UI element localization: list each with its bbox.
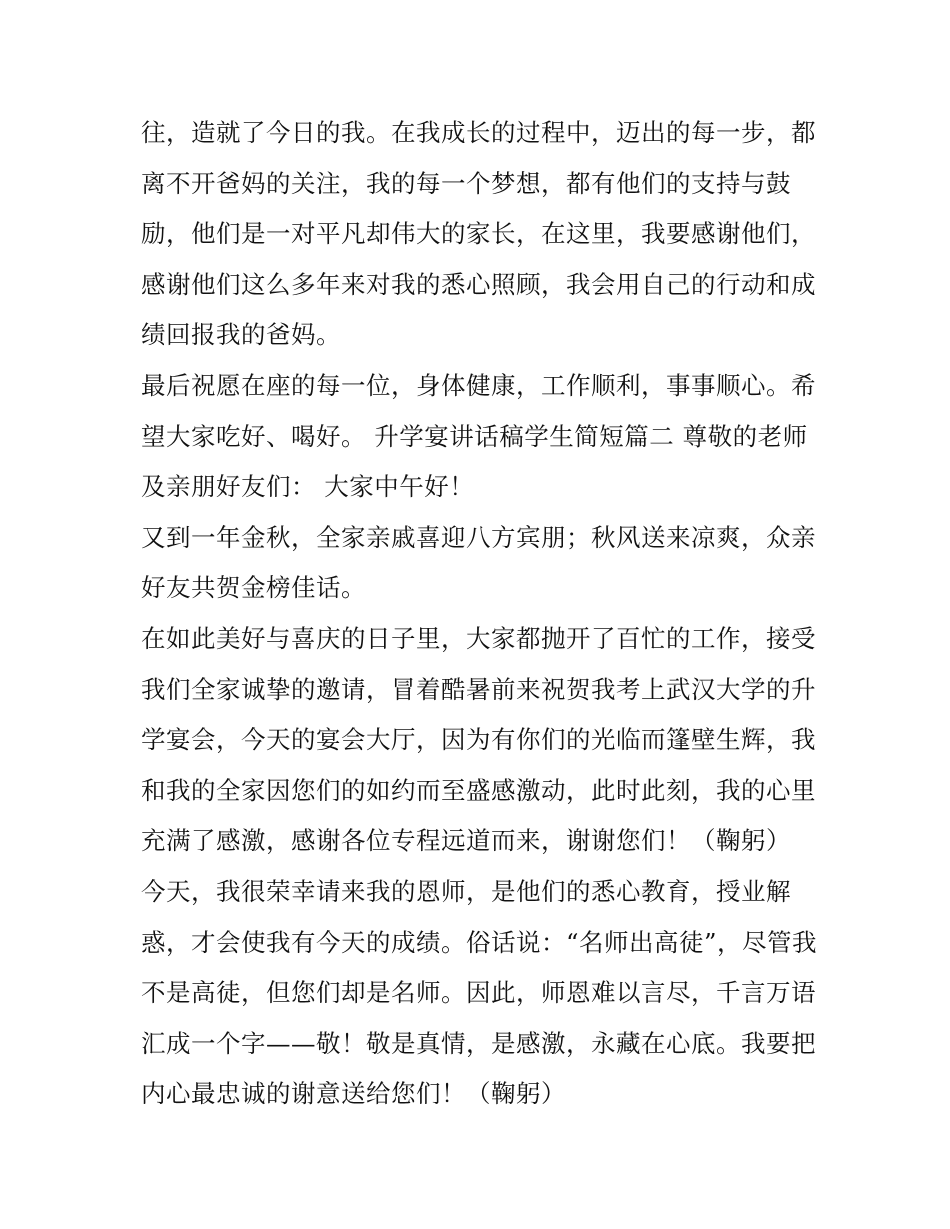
text-line: 惑，才会使我有今天的成绩。俗话说：“名师出高徒”，尽管我 [141,927,818,957]
text-line: 我们全家诚挚的邀请，冒着酷暑前来祝贺我考上武汉大学的升 [141,674,816,704]
text-line: 离不开爸妈的关注，我的每一个梦想，都有他们的支持与鼓 [141,168,791,198]
text-line: 不是高徒，但您们却是名师。因此，师恩难以言尽，千言万语 [141,978,816,1008]
text-line: 充满了感激，感谢各位专程远道而来，谢谢您们！（鞠躬） [141,826,791,856]
text-line: 汇成一个字——敬！敬是真情，是感激，永藏在心底。我要把 [141,1028,816,1058]
text-line: 和我的全家因您们的如约而至盛感激动，此时此刻，我的心里 [141,775,816,805]
document-body [141,108,821,1120]
text-line: 好友共贺金榜佳话。 [141,573,366,603]
text-line: 内心最忠诚的谢意送给您们！（鞠躬） [141,1079,566,1109]
text-line: 今天，我很荣幸请来我的恩师，是他们的悉心教育，授业解 [141,876,791,906]
text-line: 励，他们是一对平凡却伟大的家长，在这里，我要感谢他们， [141,219,816,249]
text-line: 感谢他们这么多年来对我的悉心照顾，我会用自己的行动和成 [141,269,816,299]
text-line: 最后祝愿在座的每一位，身体健康，工作顺利，事事顺心。希 [141,370,816,400]
text-line: 往，造就了今日的我。在我成长的过程中，迈出的每一步，都 [141,118,816,147]
text-line: 及亲朋好友们： 大家中午好！ [141,472,475,502]
text-line: 又到一年金秋，全家亲戚喜迎八方宾朋；秋风送来凉爽，众亲 [141,522,816,552]
text-line: 望大家吃好、喝好。 升学宴讲话稿学生简短篇二 尊敬的老师 [141,421,808,451]
text-line: 绩回报我的爸妈。 [141,320,341,350]
text-line: 学宴会，今天的宴会大厅，因为有你们的光临而篷壁生辉，我 [141,725,816,755]
text-line: 在如此美好与喜庆的日子里，大家都抛开了百忙的工作，接受 [141,623,816,653]
